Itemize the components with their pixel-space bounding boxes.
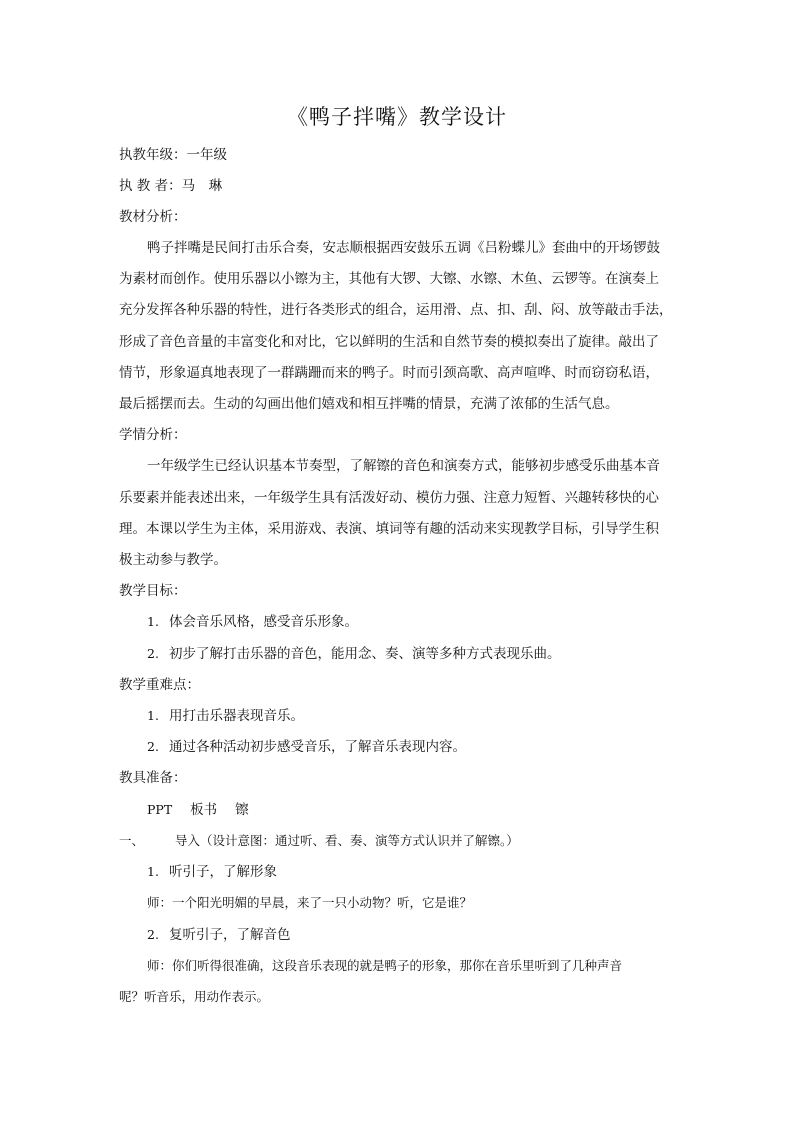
page-title: 《鸭子拌嘴》教学设计: [287, 105, 507, 129]
step-text: 导入（设计意图：通过听、看、奏、演等方式认识并了解镲。）: [175, 833, 519, 848]
material-paragraph-line: 为素材而创作。使用乐器以小镲为主，其他有大锣、大镲、水镲、木鱼、云锣等。在演奏上: [119, 271, 659, 287]
teacher-line: [119, 177, 689, 195]
material-paragraph-line: 鸭子拌嘴是民间打击乐合奏，安志顺根据西安鼓乐五调《吕粉蝶儿》套曲中的开场锣鼓: [147, 240, 660, 256]
section-heading-tools: 教具准备：: [119, 770, 187, 786]
students-paragraph-line: 理。本课以学生为主体，采用游戏、表演、填词等有趣的活动来实现教学目标，引导学生积: [119, 521, 659, 537]
tools-line: [147, 801, 687, 819]
keypoint-number: 1.: [147, 708, 159, 723]
step-heading: [119, 832, 689, 850]
tool-item: 板书: [190, 802, 218, 818]
goal-item: [147, 613, 687, 631]
keypoint-item: [147, 707, 687, 725]
material-paragraph-line: 情节，形象逼真地表现了一群蹒跚而来的鸭子。时而引颈高歌、高声喧哗、时而窃窃私语，: [119, 365, 659, 381]
keypoint-text: 用打击乐器表现音乐。: [169, 708, 304, 724]
goal-number: 2.: [147, 646, 159, 661]
section-heading-goals: 教学目标：: [119, 583, 187, 599]
teacher-speech: 呢？听音乐，用动作表示。: [119, 989, 270, 1004]
grade-line: 执教年级：一年级: [119, 147, 227, 163]
goal-text: 体会音乐风格，感受音乐形象。: [169, 614, 358, 630]
tool-item: PPT: [147, 802, 173, 817]
material-paragraph-line: 形成了音色音量的丰富变化和对比，它以鲜明的生活和自然节奏的模拟奏出了旋律。敲出了: [119, 334, 659, 350]
sub-step-number: 1.: [147, 864, 159, 879]
section-heading-students: 学情分析：: [119, 427, 187, 443]
keypoint-item: [147, 738, 687, 756]
section-heading-material: 教材分析：: [119, 209, 187, 225]
students-paragraph-line: 极主动参与教学。: [119, 552, 227, 568]
teacher-name: 马 琳: [181, 178, 223, 194]
sub-step-text: 复听引子，了解音色: [169, 927, 291, 943]
keypoint-number: 2.: [147, 739, 159, 754]
material-paragraph-line: 最后摇摆而去。生动的勾画出他们嬉戏和相互拌嘴的情景，充满了浓郁的生活气息。: [119, 396, 619, 412]
students-paragraph-line: 乐要素并能表述出来，一年级学生具有活泼好动、模仿力强、注意力短暂、兴趣转移快的心: [119, 490, 659, 506]
sub-step: [147, 926, 687, 944]
goal-number: 1.: [147, 614, 159, 629]
tool-item: 镲: [235, 802, 249, 818]
goal-text: 初步了解打击乐器的音色，能用念、奏、演等多种方式表现乐曲。: [169, 646, 561, 662]
sub-step-text: 听引子，了解形象: [169, 864, 277, 880]
material-paragraph-line: 充分发挥各种乐器的特性，进行各类形式的组合，运用滑、点、扣、刮、闷、放等敲击手法，: [119, 302, 673, 318]
section-heading-keypoints: 教学重难点：: [119, 677, 200, 693]
sub-step: [147, 863, 687, 881]
teacher-speech: 师：一个阳光明媚的早晨，来了一只小动物？听，它是谁？: [147, 895, 473, 910]
sub-step-number: 2.: [147, 927, 159, 942]
teacher-speech: 师：你们听得很准确，这段音乐表现的就是鸭子的形象，那你在音乐里听到了几种声音: [147, 958, 623, 973]
keypoint-text: 通过各种活动初步感受音乐，了解音乐表现内容。: [169, 739, 466, 755]
teacher-label: 执 教 者：: [119, 178, 182, 194]
students-paragraph-line: 一年级学生已经认识基本节奏型，了解镲的音色和演奏方式，能够初步感受乐曲基本音: [147, 458, 660, 474]
step-number: 一、: [119, 833, 145, 848]
goal-item: [147, 645, 687, 663]
